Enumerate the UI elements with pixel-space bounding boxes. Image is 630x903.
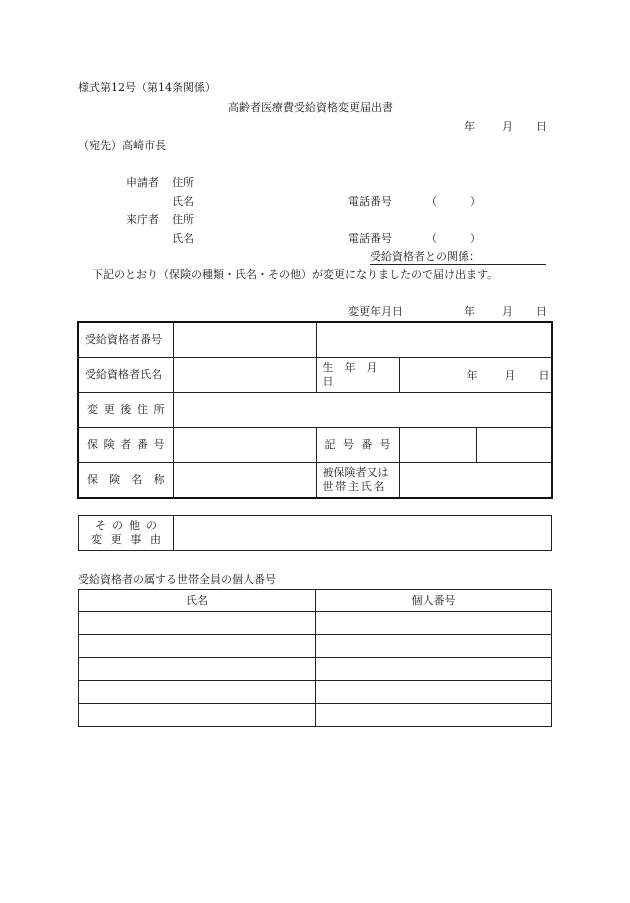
household-number-field[interactable] xyxy=(316,635,552,658)
applicant-phone-parens: （ ） xyxy=(426,195,481,208)
household-name-field[interactable] xyxy=(79,681,316,704)
household-number-field[interactable] xyxy=(316,612,552,635)
household-number-field[interactable] xyxy=(316,681,552,704)
birth-date-label: 生 年 月 日 xyxy=(316,358,399,393)
visitor-address-label: 住所 xyxy=(172,213,194,226)
other-reason-line2: 変更事由 xyxy=(91,533,161,546)
insurer-number-label: 保険者番号 xyxy=(78,428,173,463)
visitor-phone-label: 電話番号 xyxy=(348,232,392,245)
visitor-phone-parens: （ ） xyxy=(426,232,481,245)
recipient-name-field[interactable] xyxy=(173,358,316,393)
statement: 下記のとおり（保険の種類・氏名・その他）が変更になりましたので届け出ます。 xyxy=(92,268,499,281)
number-field[interactable] xyxy=(476,428,552,463)
birth-day: 日 xyxy=(538,369,550,382)
insurance-name-field[interactable] xyxy=(173,463,316,499)
household-section-title: 受給資格者の属する世帯全員の個人番号 xyxy=(78,573,276,586)
new-address-label: 変更後住所 xyxy=(78,393,173,428)
symbol-field[interactable] xyxy=(399,428,476,463)
table-row xyxy=(78,463,552,499)
applicant-address-label: 住所 xyxy=(172,176,194,189)
form-title: 高齢者医療費受給資格変更届出書 xyxy=(228,101,393,114)
household-name-field[interactable] xyxy=(79,704,316,727)
table-row xyxy=(79,635,552,658)
change-date-day: 日 xyxy=(536,305,547,318)
other-reason-line1: その他の xyxy=(95,519,157,533)
applicant-label: 申請者 xyxy=(126,176,159,189)
birth-month: 月 xyxy=(504,369,516,382)
change-date-month: 月 xyxy=(502,305,513,318)
householder-label-line2: 世帯主氏名 xyxy=(322,480,385,493)
table-row xyxy=(79,516,552,551)
other-reason-field[interactable] xyxy=(174,516,552,551)
other-reason-table xyxy=(78,515,552,551)
visitor-label: 来庁者 xyxy=(126,213,159,226)
date-day: 日 xyxy=(536,120,547,133)
recipient-number-label: 受給資格者番号 xyxy=(78,322,173,358)
addressee: （宛先）高崎市長 xyxy=(78,139,166,152)
date-year: 年 xyxy=(464,120,475,133)
table-row xyxy=(79,658,552,681)
other-reason-label xyxy=(79,516,174,551)
main-table xyxy=(77,321,553,499)
col-header-name: 氏名 xyxy=(79,590,316,612)
householder-label-line1: 被保険者又は xyxy=(322,466,389,480)
household-number-field[interactable] xyxy=(316,658,552,681)
change-date-label: 変更年月日 xyxy=(348,305,403,318)
visitor-name-label: 氏名 xyxy=(172,232,194,245)
table-row xyxy=(78,322,552,358)
insurer-number-field[interactable] xyxy=(173,428,316,463)
household-table xyxy=(78,589,552,727)
household-name-field[interactable] xyxy=(79,658,316,681)
household-name-field[interactable] xyxy=(79,635,316,658)
recipient-number-extra-field[interactable] xyxy=(316,322,552,358)
householder-label xyxy=(316,463,399,499)
table-row xyxy=(79,681,552,704)
table-row xyxy=(78,428,552,463)
birth-year: 年 xyxy=(466,369,478,382)
recipient-number-field[interactable] xyxy=(173,322,316,358)
change-date-year: 年 xyxy=(464,305,475,318)
applicant-name-label: 氏名 xyxy=(172,195,194,208)
householder-field[interactable] xyxy=(399,463,552,499)
recipient-name-label: 受給資格者氏名 xyxy=(78,358,173,393)
table-row xyxy=(79,704,552,727)
household-number-field[interactable] xyxy=(316,704,552,727)
table-row xyxy=(79,612,552,635)
birth-date-field[interactable] xyxy=(399,358,552,393)
insurance-name-label: 保険名称 xyxy=(78,463,173,499)
col-header-number: 個人番号 xyxy=(316,590,552,612)
form-number: 様式第12号（第14条関係） xyxy=(78,81,216,94)
relation-label: 受給資格者との関係： xyxy=(370,251,546,265)
symbol-number-label: 記号番号 xyxy=(316,428,399,463)
table-row xyxy=(78,393,552,428)
applicant-phone-label: 電話番号 xyxy=(348,195,392,208)
new-address-field[interactable] xyxy=(173,393,552,428)
date-month: 月 xyxy=(502,120,513,133)
table-row xyxy=(78,358,552,393)
household-name-field[interactable] xyxy=(79,612,316,635)
table-header-row xyxy=(79,590,552,612)
